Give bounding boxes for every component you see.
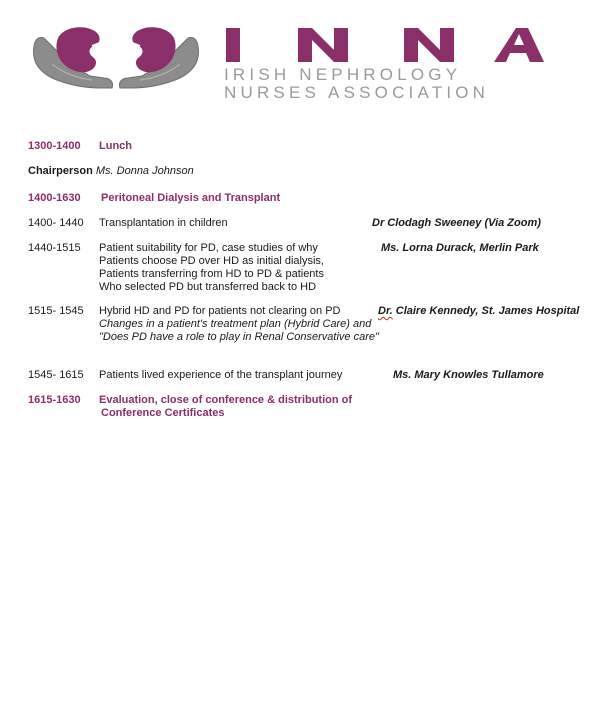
item-4-title: Patients lived experience of the transplant journey	[99, 369, 343, 381]
item-3-speaker-name: Claire Kennedy, St. James Hospital	[392, 305, 580, 317]
item-3-time: 1515- 1545	[28, 305, 84, 317]
item-2-speaker: Ms. Lorna Durack, Merlin Park	[381, 242, 539, 254]
item-2-line-3: Patients transferring from HD to PD & patients	[99, 268, 324, 280]
lunch-time: 1300-1400	[28, 140, 81, 152]
session-time: 1400-1630	[28, 192, 81, 204]
item-3-line-1: Hybrid HD and PD for patients not clearing on PD	[99, 305, 341, 317]
hands-holding-kidneys-icon	[30, 24, 202, 96]
item-3-speaker-prefix: Dr.	[378, 305, 393, 317]
header	[0, 0, 596, 110]
closing-line-2: Conference Certificates	[101, 407, 225, 419]
item-3-italic-line-2: "Does PD have a role to play in Renal Conservative care"	[99, 331, 379, 343]
item-3-italic-line-1: Changes in a patient's treatment plan (Hybrid Care) and	[99, 318, 372, 330]
chairperson-name: Ms. Donna Johnson	[95, 165, 194, 177]
item-1-title: Transplantation in children	[99, 217, 228, 229]
org-name-line2: NURSES ASSOCIATION	[224, 83, 490, 102]
item-4-speaker: Ms. Mary Knowles Tullamore	[393, 369, 544, 381]
item-2-time: 1440-1515	[28, 242, 81, 254]
item-1-time: 1400- 1440	[28, 217, 84, 229]
item-1-speaker: Dr Clodagh Sweeney (Via Zoom)	[372, 217, 541, 229]
item-2-line-2: Patients choose PD over HD as initial dialysis,	[99, 255, 324, 267]
session-title: Peritoneal Dialysis and Transplant	[101, 192, 281, 204]
lunch-title: Lunch	[99, 140, 132, 152]
closing-time: 1615-1630	[28, 394, 81, 406]
item-4-time: 1545- 1615	[28, 369, 84, 381]
item-2-line-4: Who selected PD but transferred back to HD	[99, 281, 317, 293]
closing-line-1: Evaluation, close of conference & distribution of	[99, 394, 353, 406]
item-2-line-1: Patient suitability for PD, case studies of why	[99, 242, 318, 254]
chairperson-label: Chairperson	[28, 165, 93, 177]
org-name-line1: IRISH NEPHROLOGY	[224, 65, 462, 84]
inna-logo-letters	[222, 26, 544, 64]
item-3-speaker	[378, 305, 579, 318]
chairperson-row	[28, 165, 194, 178]
